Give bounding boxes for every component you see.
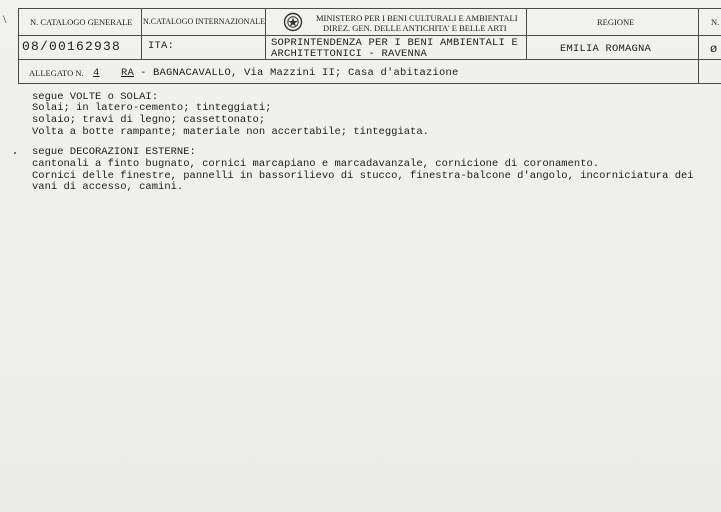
- section-decorazioni-line-1: cantonali a finto bugnato, cornici marcapiano e marcadavanzale, cornicione di coronamento.: [32, 158, 600, 170]
- ita-value: ITA:: [148, 40, 175, 52]
- section-decorazioni-line-3: vani di accesso, camini.: [32, 181, 184, 193]
- section-volte-solai-line-3: Volta a botte rampante; materiale non accertabile; tinteggiata.: [32, 126, 429, 138]
- allegato-province: RA: [121, 67, 135, 79]
- republic-emblem-icon: [283, 12, 303, 32]
- catalogo-generale-value: 08/00162938: [22, 39, 122, 54]
- col-divider-4: [698, 8, 699, 84]
- catalogo-generale-label: N. CATALOGO GENERALE: [30, 17, 133, 27]
- right-number-label: N.: [711, 17, 720, 27]
- regione-value: EMILIA ROMAGNA: [560, 43, 652, 55]
- ministry-line-1: MINISTERO PER I BENI CULTURALI E AMBIENTALI: [316, 13, 518, 23]
- right-number-value: ø: [710, 42, 718, 56]
- header-top-rule: [18, 8, 721, 9]
- catalogo-internazionale-label: N.CATALOGO INTERNAZIONALE: [143, 17, 266, 26]
- header-middle-rule: [18, 35, 721, 36]
- allegato-location: - BAGNACAVALLO, Via Mazzini II; Casa d'abitazione: [140, 67, 459, 79]
- left-margin-rule: [18, 8, 19, 84]
- section-decorazioni-line-2: Cornici delle finestre, pannelli in bassorilievo di stucco, finestra-balcone d'angolo, incorniciatura dei: [32, 170, 694, 182]
- section-volte-solai-line-2: solaio; travi di legno; cassettonato;: [32, 114, 266, 126]
- allegato-number: 4: [93, 67, 100, 79]
- col-divider-2: [265, 8, 266, 59]
- ministry-line-2: DIREZ. GEN. DELLE ANTICHITA' E BELLE ARTI: [323, 23, 507, 33]
- soprintendenza-line-1: SOPRINTENDENZA PER I BENI AMBIENTALI E: [271, 37, 519, 49]
- allegato-label: ALLEGATO N.: [29, 68, 84, 78]
- col-divider-3: [526, 8, 527, 59]
- col-divider-1: [141, 8, 142, 59]
- section-volte-solai-line-1: Solai; in latero-cemento; tinteggiati;: [32, 102, 272, 114]
- corner-mark: \: [3, 12, 7, 26]
- margin-dot: [14, 152, 16, 154]
- regione-label: REGIONE: [597, 17, 635, 27]
- section-decorazioni-title: segue DECORAZIONI ESTERNE:: [32, 146, 196, 158]
- section-volte-solai-title: segue VOLTE o SOLAI:: [32, 91, 159, 103]
- soprintendenza-line-2: ARCHITETTONICI - RAVENNA: [271, 48, 428, 60]
- header-bottom-rule: [18, 83, 721, 84]
